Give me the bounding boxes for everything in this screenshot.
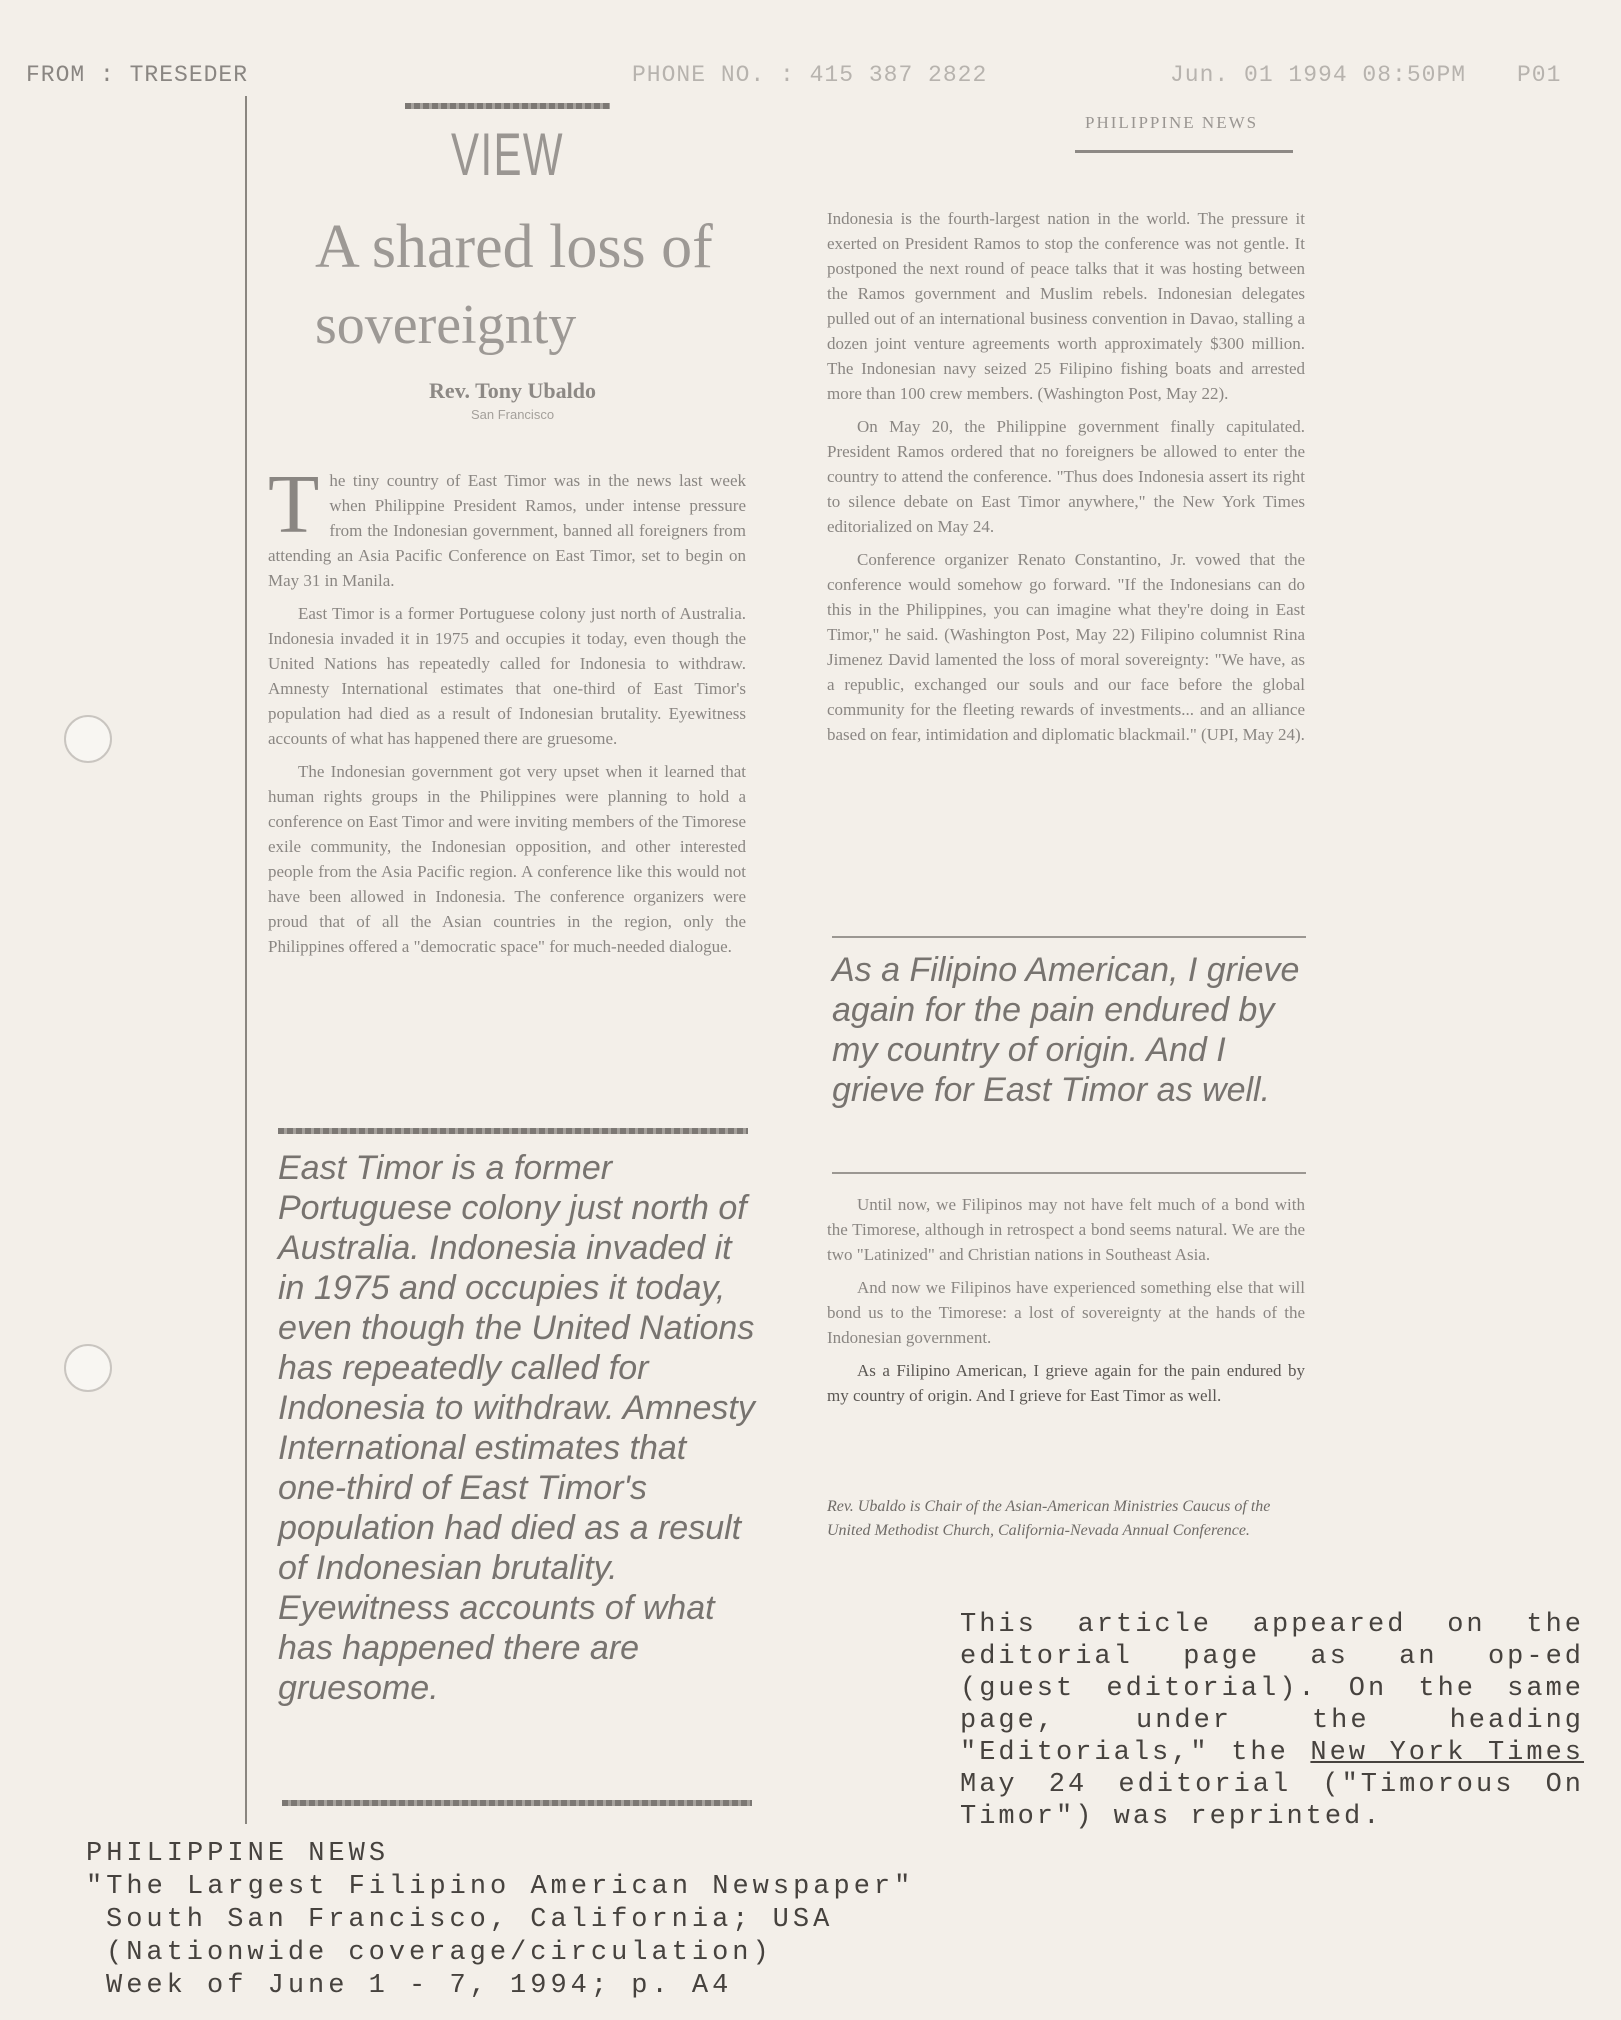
citation-line: "The Largest Filipino American Newspaper" <box>86 1872 915 1902</box>
section-rule <box>405 103 610 109</box>
pull-quote-rule-bottom <box>282 1800 752 1806</box>
drop-cap: T <box>268 468 320 551</box>
citation-line: PHILIPPINE NEWS <box>86 1839 390 1869</box>
typed-note-nyt: New York Times <box>1310 1738 1584 1768</box>
article-title-line1: A shared loss of <box>315 213 713 281</box>
right-column <box>827 206 1305 911</box>
paragraph: Until now, we Filipinos may not have felt much of a bond with the Timorese, although in retrospect a bond seems natural. We are the two "Latinized" and Christian nations in Southeast Asia. <box>827 1195 1305 1264</box>
citation-line: South San Francisco, California; USA <box>106 1905 834 1935</box>
closing-column <box>827 1192 1305 1492</box>
pull-quote-rule-bottom <box>832 1172 1306 1174</box>
author-bio: Rev. Ubaldo is Chair of the Asian-American Ministries Caucus of the United Methodist Church, California-Nevada Annual Conference. <box>827 1498 1271 1539</box>
source-citation <box>86 1838 966 2003</box>
typed-note <box>960 1609 1584 1833</box>
publication-label: PHILIPPINE NEWS <box>1085 113 1259 132</box>
citation-line: Week of June 1 - 7, 1994; p. A4 <box>106 1971 733 2001</box>
paragraph: And now we Filipinos have experienced something else that will bond us to the Timorese: a lost of sovereignty at the hands of the Indonesian government. <box>827 1278 1305 1347</box>
article-title-line2: sovereignty <box>315 294 577 356</box>
citation-line: (Nationwide coverage/circulation) <box>106 1938 773 1968</box>
fax-datetime: Jun. 01 1994 08:50PM <box>1170 62 1467 88</box>
binder-hole <box>64 715 112 763</box>
pull-quote-left: East Timor is a former Portuguese colony just north of Australia. Indonesia invaded it in 1975 and occupies it today, even though the United Nations has repeatedly called for Indonesia to withdraw. Amnesty International estimates that one-third of East Timor's population had died as a result of Indonesian brutality. Eyewitness accounts of what has happened there are gruesome. <box>278 1149 755 1707</box>
pull-quote-rule-top <box>832 936 1306 938</box>
paragraph: As a Filipino American, I grieve again for the pain endured by my country of origin. And I grieve for East Timor as well. <box>827 1361 1305 1405</box>
paragraph: On May 20, the Philippine government finally capitulated. President Ramos ordered that no foreigners be allowed to enter the country to attend the conference. "Thus does Indonesia assert its right to silence debate on East Timor anywhere," the New York Times editorialized on May 24. <box>827 417 1305 536</box>
section-label: VIEW <box>451 121 564 188</box>
binder-hole <box>64 1344 112 1392</box>
fax-from: FROM : TRESEDER <box>26 62 249 88</box>
paragraph: East Timor is a former Portuguese colony just north of Australia. Indonesia invaded it in 1975 and occupies it today, even though the United Nations has repeatedly called for Indonesia to withdraw. Amnesty International estimates that one-third of East Timor's population had died as a result of Indonesian brutality. Eyewitness accounts of what has happened there are gruesome. <box>268 604 746 748</box>
author-location: San Francisco <box>470 407 555 422</box>
pull-quote-rule-top <box>278 1128 748 1134</box>
paragraph: he tiny country of East Timor was in the news last week when Philippine President Ramos, under intense pressure from the Indonesian government, banned all foreigners from attending an Asia Pacific Conference on East Timor, set to begin on May 31 in Manila. <box>268 471 746 590</box>
paragraph: The Indonesian government got very upset when it learned that human rights groups in the Philippines were planning to hold a conference on East Timor and were inviting members of the Timorese exile community, the Indonesian opposition, and other interested people from the Asia Pacific region. A conference like this would not have been allowed in Indonesia. The conference organizers were proud that of all the Asian countries in the region, only the Philippines offered a "democratic space" for much-needed dialogue. <box>268 762 746 956</box>
paragraph: Conference organizer Renato Constantino, Jr. vowed that the conference would somehow go forward. "If the Indonesians can do this in the Philippines, you can imagine what they're doing in East Timor," he said. (Washington Post, May 22) Filipino columnist Rina Jimenez David lamented the loss of moral sovereignty: "We have, as a republic, exchanged our souls and our face before the global community for the fleeting rewards of investments... and an alliance based on fear, intimidation and diplomatic blackmail." (UPI, May 24). <box>827 550 1305 744</box>
paragraph: Indonesia is the fourth-largest nation in the world. The pressure it exerted on President Ramos to stop the conference was not gentle. It postponed the next round of peace talks that it was hosting between the Ramos government and Muslim rebels. Indonesian delegates pulled out of an international business convention in Davao, stalling a dozen joint venture agreements worth approximately $300 million. The Indonesian navy seized 25 Filipino fishing boats and arrested more than 100 crew members. (Washington Post, May 22). <box>827 209 1305 403</box>
fax-phone: PHONE NO. : 415 387 2822 <box>632 62 988 88</box>
typed-note-text: May 24 editorial ("Timorous On Timor") was reprinted. <box>960 1770 1584 1832</box>
typed-note-text: This article appeared on the editorial page as an op-ed (guest editorial). On the same page, under the heading "Editorials," the <box>960 1610 1584 1768</box>
margin-rule <box>245 96 247 1824</box>
publication-rule <box>1075 150 1293 153</box>
pull-quote-right: As a Filipino American, I grieve again for the pain endured by my country of origin. And I grieve for East Timor as well. <box>832 951 1300 1109</box>
author: Rev. Tony Ubaldo <box>429 378 596 403</box>
fax-page: P01 <box>1517 62 1562 88</box>
left-column <box>268 468 746 1128</box>
